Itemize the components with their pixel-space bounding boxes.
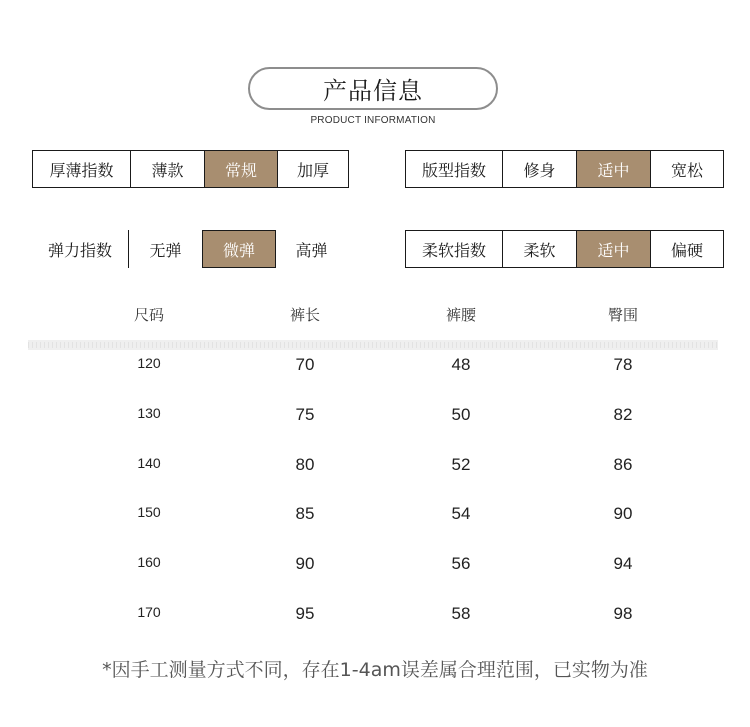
table-cell: 94 bbox=[613, 554, 633, 573]
table-cell: 90 bbox=[295, 554, 315, 573]
thickness-option-thin: 薄款 bbox=[130, 151, 204, 187]
table-row bbox=[0, 405, 750, 427]
size-table-header bbox=[0, 304, 750, 326]
fit-index bbox=[405, 150, 724, 188]
table-cell: 150 bbox=[137, 504, 161, 520]
thickness-option-regular: 常规 bbox=[204, 151, 277, 187]
fit-option-loose: 宽松 bbox=[650, 151, 723, 187]
page-subtitle: PRODUCT INFORMATION bbox=[310, 115, 436, 126]
table-row bbox=[0, 554, 750, 576]
table-cell: 52 bbox=[451, 455, 471, 474]
column-header-size: 尺码 bbox=[133, 306, 165, 324]
table-row bbox=[0, 504, 750, 526]
fit-option-slim: 修身 bbox=[502, 151, 576, 187]
table-cell: 50 bbox=[451, 405, 471, 424]
column-header-length: 裤长 bbox=[289, 306, 321, 324]
softness-index-label: 柔软指数 bbox=[421, 240, 486, 260]
table-cell: 130 bbox=[137, 405, 161, 421]
elasticity-index-label: 弹力指数 bbox=[32, 230, 129, 268]
table-cell: 90 bbox=[613, 504, 633, 523]
thickness-index bbox=[32, 150, 349, 188]
softness-index bbox=[405, 230, 724, 268]
table-cell: 160 bbox=[137, 554, 161, 570]
table-cell: 54 bbox=[451, 504, 471, 523]
table-cell: 95 bbox=[295, 604, 315, 623]
table-cell: 140 bbox=[137, 455, 161, 471]
elasticity-option-high: 高弹 bbox=[295, 240, 328, 260]
fit-index-label: 版型指数 bbox=[421, 160, 486, 180]
column-header-waist: 裤腰 bbox=[445, 306, 477, 324]
column-header-hip: 臀围 bbox=[607, 306, 639, 324]
softness-option-stiff: 偏硬 bbox=[650, 231, 723, 267]
table-cell: 82 bbox=[613, 405, 633, 424]
table-cell: 86 bbox=[613, 455, 633, 474]
table-cell: 80 bbox=[295, 455, 315, 474]
softness-option-medium: 适中 bbox=[576, 231, 650, 267]
table-row bbox=[0, 355, 750, 377]
page-title: 产品信息 bbox=[248, 67, 498, 110]
elasticity-option-none: 无弹 bbox=[149, 240, 182, 260]
thickness-index-label: 厚薄指数 bbox=[49, 160, 114, 180]
table-cell: 75 bbox=[295, 405, 315, 424]
table-cell: 56 bbox=[451, 554, 471, 573]
elasticity-option-slight: 微弹 bbox=[202, 230, 276, 268]
table-row bbox=[0, 604, 750, 626]
table-cell: 170 bbox=[137, 604, 161, 620]
fit-option-medium: 适中 bbox=[576, 151, 650, 187]
table-cell: 85 bbox=[295, 504, 315, 523]
softness-option-soft: 柔软 bbox=[502, 231, 576, 267]
table-cell: 58 bbox=[451, 604, 471, 623]
table-cell: 98 bbox=[613, 604, 633, 623]
table-cell: 70 bbox=[295, 355, 315, 374]
table-row bbox=[0, 455, 750, 477]
thickness-option-thick: 加厚 bbox=[277, 151, 348, 187]
table-cell: 120 bbox=[137, 355, 161, 371]
table-cell: 48 bbox=[451, 355, 471, 374]
measurement-note: *因手工测量方式不同，存在1-4am误差属合理范围，已实物为准 bbox=[102, 659, 648, 681]
elasticity-index bbox=[32, 230, 347, 268]
table-cell: 78 bbox=[613, 355, 633, 374]
table-divider bbox=[28, 340, 718, 350]
